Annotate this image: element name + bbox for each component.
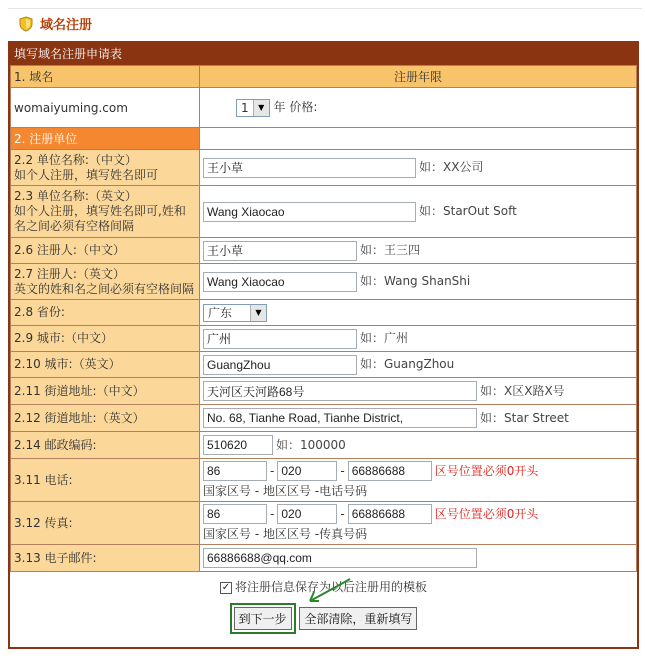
section-registrant: 2. 注册单位: [11, 128, 200, 150]
phone-country-input[interactable]: [203, 461, 267, 481]
button-row: [10, 603, 637, 634]
chevron-down-icon: ▼: [250, 305, 266, 321]
domain-name: womaiyuming.com: [11, 88, 200, 128]
org-cn-sub: 如个人注册，填写姓名即可: [14, 167, 159, 182]
org-en-input[interactable]: [203, 202, 416, 222]
next-button-highlight: [230, 603, 296, 634]
reg-en-sub: 英文的姓和名之间必须有空格间隔: [14, 281, 195, 296]
org-cn-input[interactable]: [203, 158, 416, 178]
phone-label: 3.11 电话:: [11, 459, 200, 502]
phone-number-input[interactable]: [348, 461, 432, 481]
city-en-example: 如：GuangZhou: [360, 357, 455, 371]
addr-cn-label: 2.11 街道地址:（中文）: [11, 378, 200, 405]
org-en-example: 如：StarOut Soft: [419, 204, 517, 218]
reg-cn-label: 2.6 注册人:（中文）: [11, 238, 200, 264]
fax-area-input[interactable]: [277, 504, 337, 524]
form-title: 填写域名注册申请表: [10, 43, 637, 65]
postcode-example: 如：100000: [276, 437, 346, 452]
addr-cn-input[interactable]: [203, 381, 477, 401]
page-header: [8, 8, 642, 38]
fax-country-input[interactable]: [203, 504, 267, 524]
reg-en-example: 如：Wang ShanShi: [360, 274, 471, 288]
province-label: 2.8 省份:: [11, 300, 200, 326]
years-unit: 年: [273, 100, 286, 115]
city-cn-label: 2.9 城市:（中文）: [11, 326, 200, 352]
form-table: 1. 域名 注册年限 womaiyuming.com 1 ▼ 年 价格: 2. 注册单位 2.2 单位名称:（中文） 如个人注册，填写姓名即可 王小草如：XX公司 2.3 单位名称:（英文） 如个人注册，填写姓名即可,姓和名之间必须有空格间隔 Wang Xiaocao如：StarOut Soft 2.6 注册人:（中文） 王小草 如：王三四 2.7 注册人:（英文） 英文的姓和名之间必须有空格间隔 Wang Xiaocao如：Wang ShanShi 2.8 省份: 广东 ▼ 2.9 城市:（中文） 广州 如：广州 2.10 城市:（英文） GuangZhou 如：GuangZhou 2.11 街道地址:（中文） 天河区天河路68号 如：X区X路X号 2.12 街道地址:（英文） No. 68, Tianhe Road, Tianhe District, 如：Star Street 2.14 邮政编码: 510620 如：100000 3.11 电话: 86-020 -66886688 区号位置必须0开头 国家区号 - 地区区号 -电话号码 3.12 传真: 86-020 -66886688 区号位置必须0开头 国家区号 - 地区区号 -传真号码 3.13 电子邮件: 66886688@qq.com: [10, 65, 637, 572]
reg-cn-input[interactable]: [203, 241, 357, 261]
clear-all-button[interactable]: 全部清除，重新填写: [299, 607, 417, 630]
fax-warning: 区号位置必须0开头: [434, 506, 539, 521]
addr-en-example: 如：Star Street: [480, 410, 569, 425]
shield-icon: [18, 16, 34, 32]
phone-area-input[interactable]: [277, 461, 337, 481]
city-cn-example: 如：广州: [360, 331, 409, 345]
org-cn-example: 如：XX公司: [419, 160, 484, 174]
next-step-button[interactable]: 到下一步: [234, 607, 292, 630]
email-input[interactable]: [203, 548, 477, 568]
reg-en-input[interactable]: [203, 272, 357, 292]
years-select[interactable]: 1 ▼: [236, 99, 270, 117]
reg-en-label: 2.7 注册人:（英文）: [14, 266, 125, 281]
registration-form: [8, 41, 639, 649]
reg-cn-example: 如：王三四: [360, 243, 421, 257]
org-en-sub: 如个人注册，填写姓名即可,姓和名之间必须有空格间隔: [14, 204, 186, 233]
domain-column-header: 1. 域名: [11, 66, 200, 88]
page-title: 域名注册: [40, 18, 93, 33]
price-label: 价格:: [289, 100, 318, 115]
fax-number-input[interactable]: [348, 504, 432, 524]
addr-en-label: 2.12 街道地址:（英文）: [11, 405, 200, 432]
city-en-label: 2.10 城市:（英文）: [11, 352, 200, 378]
org-cn-label: 2.2 单位名称:（中文）: [14, 152, 137, 167]
chevron-down-icon: ▼: [253, 100, 269, 116]
city-cn-input[interactable]: [203, 329, 357, 349]
fax-hint: 国家区号 - 地区区号 -传真号码: [203, 527, 368, 541]
save-template-checkbox[interactable]: ✓: [221, 581, 231, 593]
addr-en-input[interactable]: [203, 408, 477, 428]
arrow-annotation-icon: [300, 577, 360, 607]
city-en-input[interactable]: [203, 355, 357, 375]
province-select[interactable]: 广东 ▼: [203, 304, 267, 322]
addr-cn-example: 如：X区X路X号: [480, 383, 565, 398]
years-column-header: 注册年限: [200, 66, 637, 88]
phone-hint: 国家区号 - 地区区号 -电话号码: [203, 484, 368, 498]
save-template-label: 将注册信息保存为以后注册用的模板: [234, 580, 427, 594]
phone-warning: 区号位置必须0开头: [434, 463, 539, 478]
fax-label: 3.12 传真:: [11, 502, 200, 545]
email-label: 3.13 电子邮件:: [11, 545, 200, 572]
org-en-label: 2.3 单位名称:（英文）: [14, 189, 137, 203]
postcode-input[interactable]: [203, 435, 273, 455]
postcode-label: 2.14 邮政编码:: [11, 432, 200, 459]
